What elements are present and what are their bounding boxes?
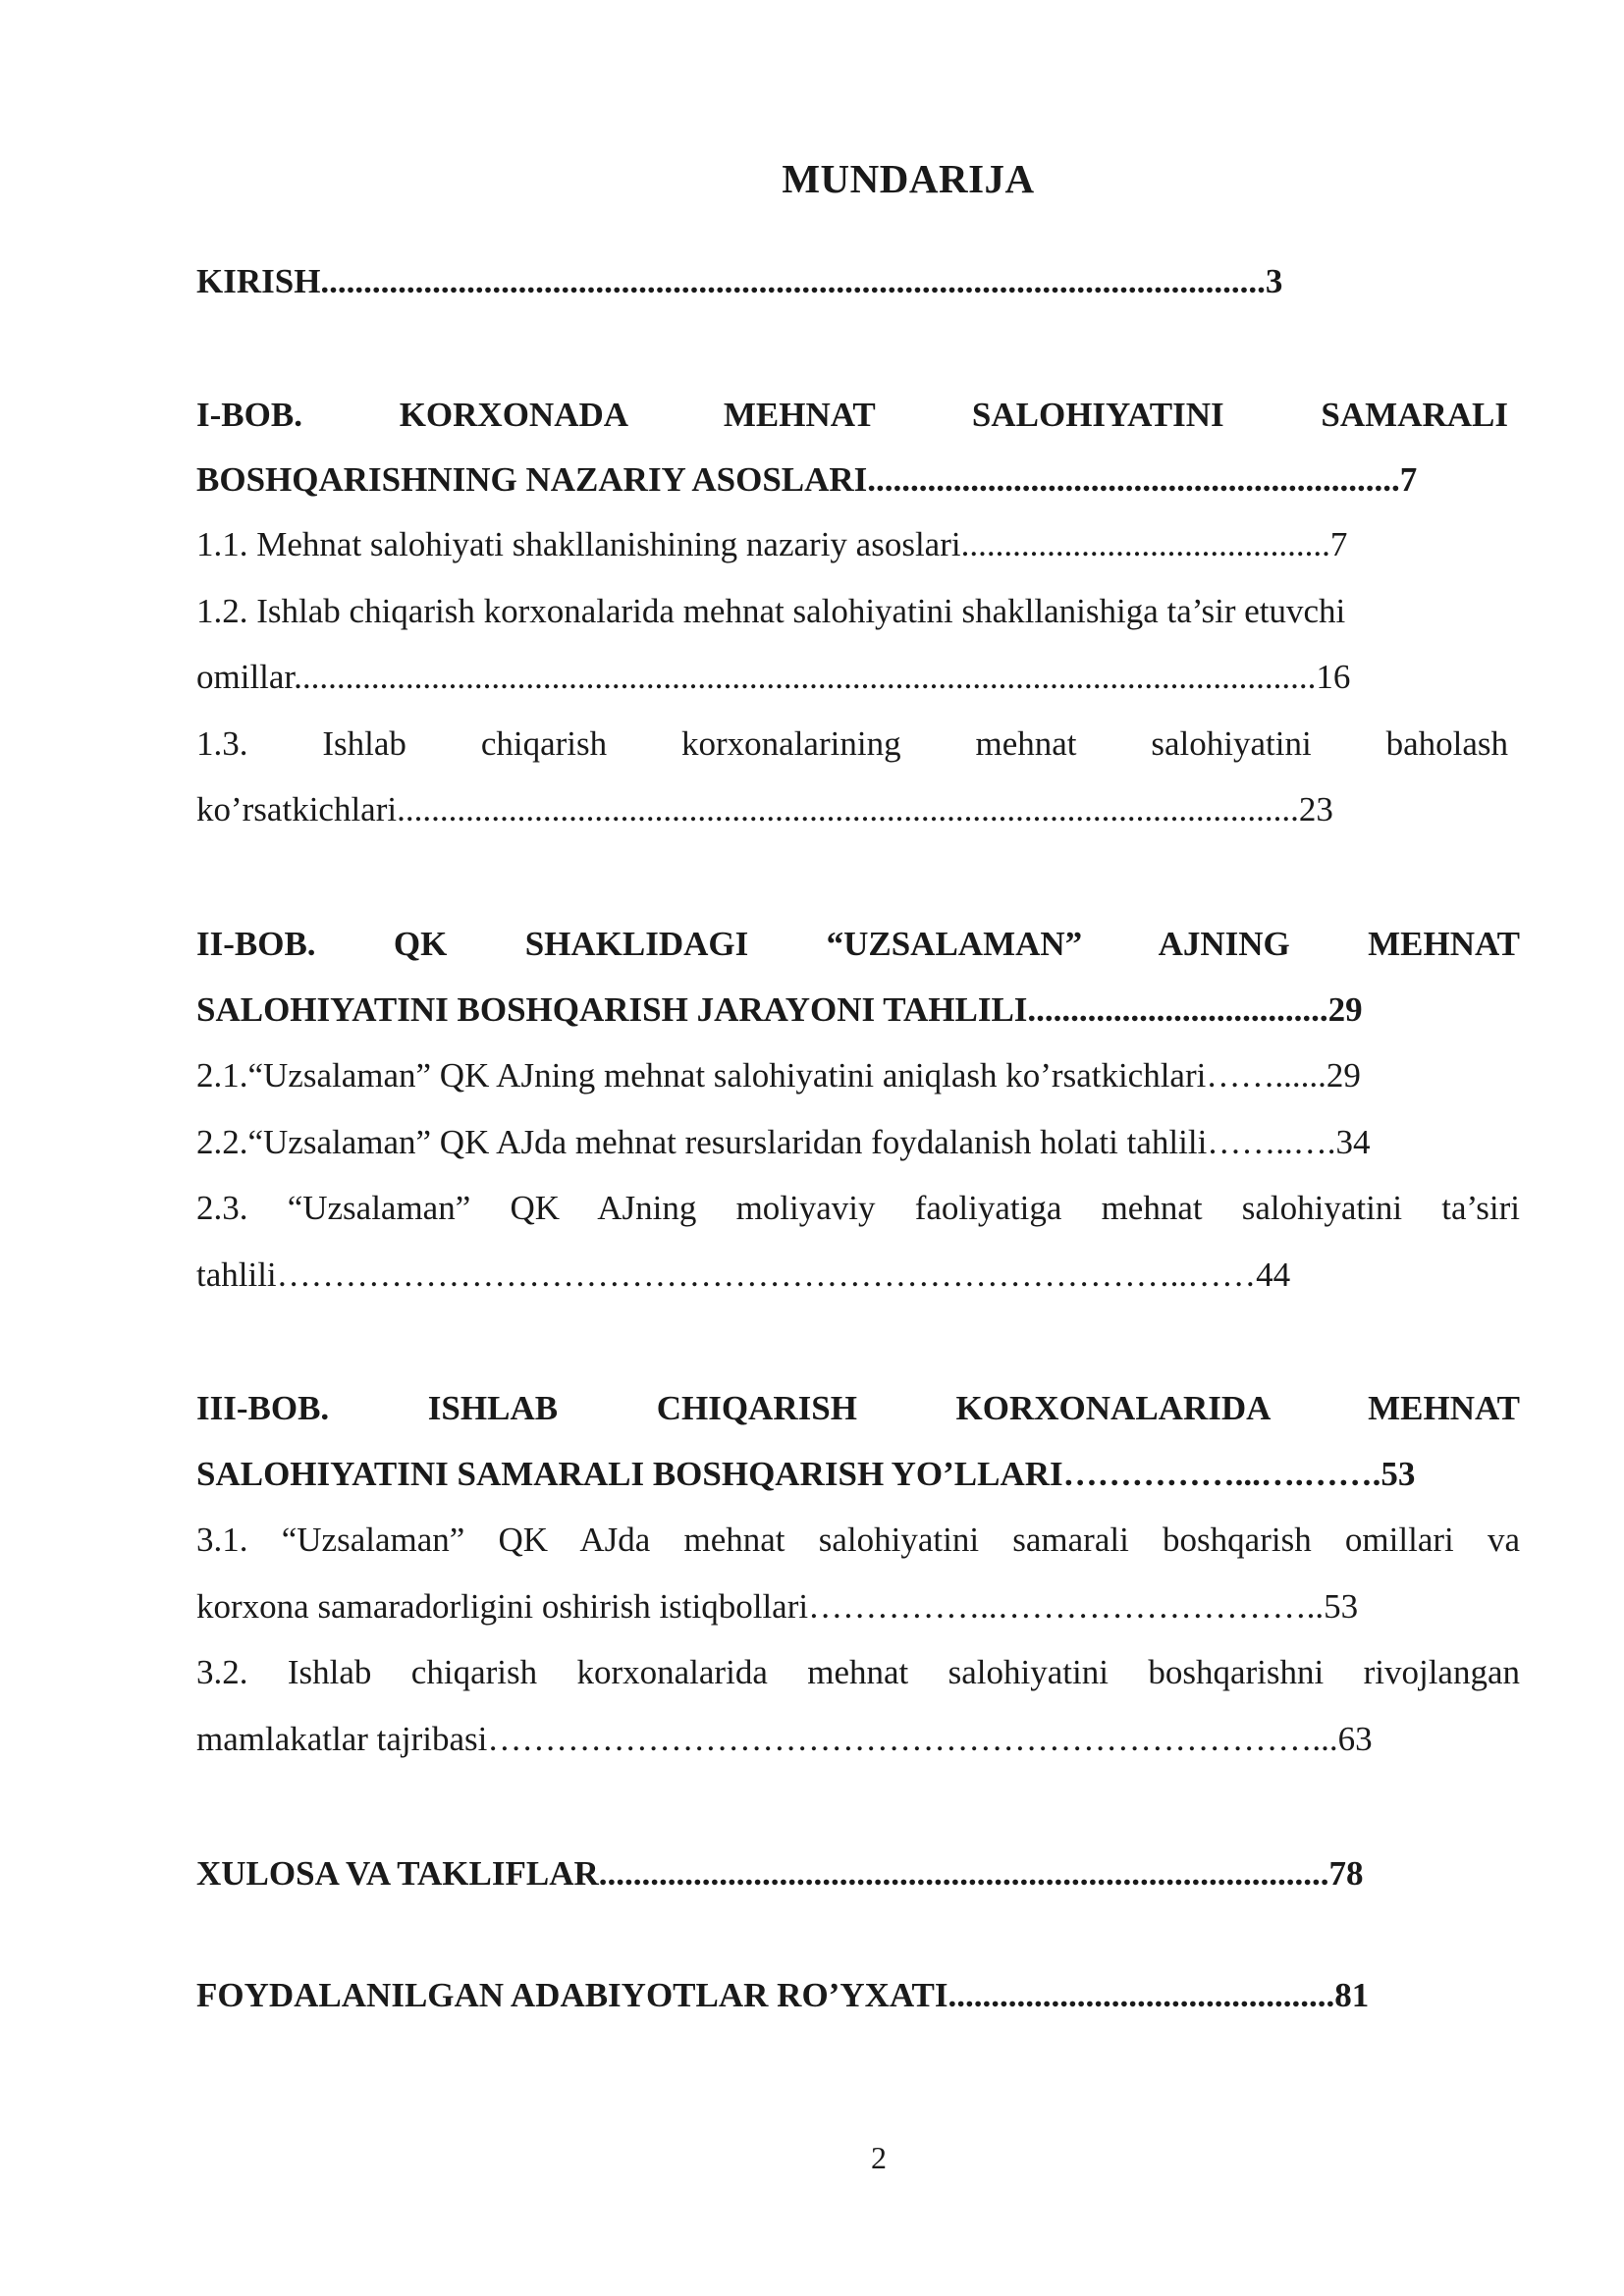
toc-chapter-3-line-1: III-BOB. ISHLAB CHIQARISH KORXONALARIDA MEHNAT xyxy=(196,1389,1520,1427)
toc-section-2-1: 2.1.“Uzsalaman” QK AJning mehnat salohiyatini aniqlash ko’rsatkichlari……......29 xyxy=(196,1056,1361,1095)
toc-section-2-3-line-1: 2.3. “Uzsalaman” QK AJning moliyaviy faoliyatiga mehnat salohiyatini ta’siri xyxy=(196,1189,1520,1227)
toc-section-3-2-line-2: mamlakatlar tajribasi………………………………………………………………...63 xyxy=(196,1720,1373,1758)
toc-section-1-3-line-2: ko’rsatkichlari.........................................................................................................23 xyxy=(196,790,1333,828)
toc-entry-xulosa: XULOSA VA TAKLIFLAR.....................................................................................78 xyxy=(196,1854,1364,1893)
toc-entry-kirish: KIRISH..............................................................................................................3 xyxy=(196,262,1283,300)
toc-entry-adabiyotlar: FOYDALANILGAN ADABIYOTLAR RO’YXATI.............................................81 xyxy=(196,1976,1370,2014)
toc-chapter-3-line-2: SALOHIYATINI SAMARALI BOSHQARISH YO’LLARI……………...….…….53 xyxy=(196,1455,1416,1493)
toc-section-2-3-line-2: tahlili……………………………………………………………………..……44 xyxy=(196,1255,1291,1294)
toc-section-1-2-line-2: omillar.......................................................................................................................16 xyxy=(196,658,1351,696)
toc-chapter-2-line-2: SALOHIYATINI BOSHQARISH JARAYONI TAHLILI...................................29 xyxy=(196,990,1363,1029)
toc-chapter-1-line-2: BOSHQARISHNING NAZARIY ASOSLARI..............................................................7 xyxy=(196,460,1418,499)
toc-section-2-2: 2.2.“Uzsalaman” QK AJda mehnat resurslaridan foydalanish holati tahlili……..….34 xyxy=(196,1123,1371,1161)
toc-section-1-1: 1.1. Mehnat salohiyati shakllanishining nazariy asoslari...........................................7 xyxy=(196,525,1348,563)
toc-section-1-3-line-1: 1.3. Ishlab chiqarish korxonalarining mehnat salohiyatini baholash xyxy=(196,724,1508,763)
page-number: 2 xyxy=(871,2140,887,2175)
toc-section-1-2-line-1: 1.2. Ishlab chiqarish korxonalarida mehnat salohiyatini shakllanishiga ta’sir etuvchi xyxy=(196,592,1346,630)
page-title: MUNDARIJA xyxy=(782,156,1035,201)
toc-section-3-1-line-1: 3.1. “Uzsalaman” QK AJda mehnat salohiyatini samarali boshqarish omillari va xyxy=(196,1521,1520,1559)
toc-chapter-1-line-1: I-BOB. KORXONADA MEHNAT SALOHIYATINI SAMARALI xyxy=(196,396,1508,434)
toc-chapter-2-line-1: II-BOB. QK SHAKLIDAGI “UZSALAMAN” AJNING MEHNAT xyxy=(196,925,1520,963)
toc-section-3-1-line-2: korxona samaradorligini oshirish istiqbollari……………..………………………..53 xyxy=(196,1587,1359,1626)
toc-section-3-2-line-1: 3.2. Ishlab chiqarish korxonalarida mehnat salohiyatini boshqarishni rivojlangan xyxy=(196,1653,1520,1691)
